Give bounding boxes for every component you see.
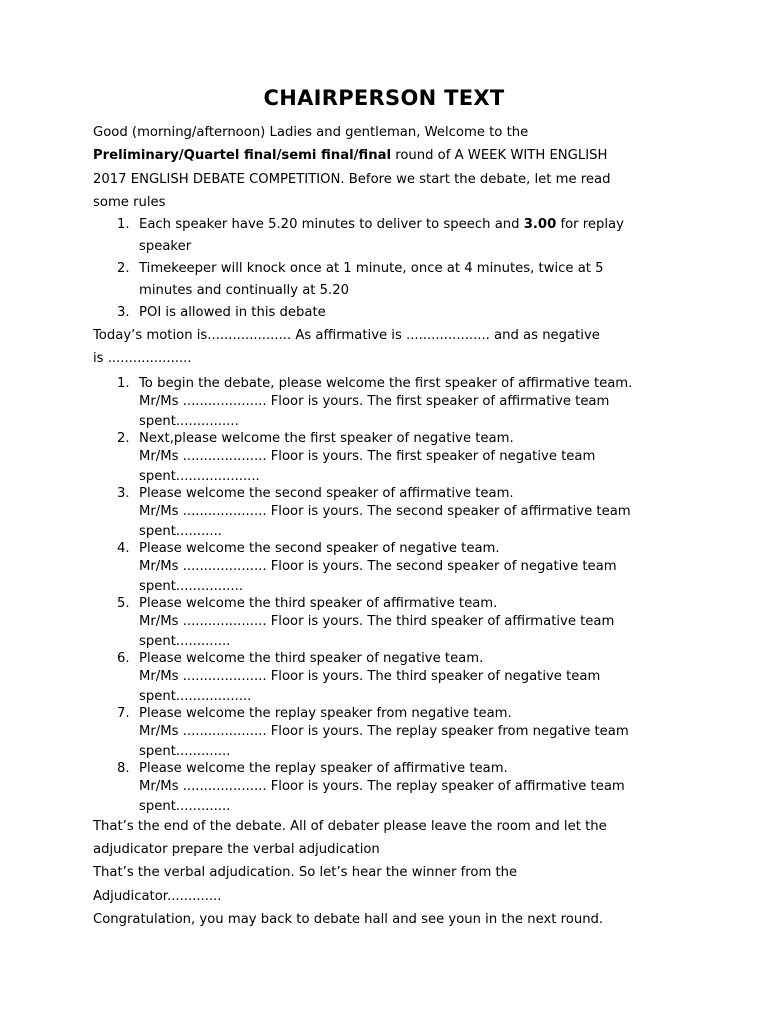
speaker-welcome: Please welcome the third speaker of negative team. bbox=[139, 650, 484, 666]
closing-line: Congratulation, you may back to debate hall and see youn in the next round. bbox=[93, 911, 604, 927]
document-body bbox=[93, 121, 693, 931]
speaker-spent: spent.................. bbox=[139, 688, 252, 704]
speaker-item bbox=[93, 650, 693, 705]
speaker-item bbox=[93, 760, 693, 815]
motion-paragraph bbox=[93, 324, 693, 371]
closing-line: That’s the verbal adjudication. So let’s hear the winner from the bbox=[93, 865, 518, 881]
speaker-welcome: Please welcome the second speaker of affirmative team. bbox=[139, 485, 514, 501]
document-title: CHAIRPERSON TEXT bbox=[263, 86, 505, 110]
speaker-number: 4. bbox=[117, 540, 130, 556]
motion-line-1: Today’s motion is.................... As affirmative is .................... and as negative bbox=[93, 328, 600, 344]
speaker-item bbox=[93, 540, 693, 595]
speaker-floor: Mr/Ms .................... Floor is yours. The first speaker of negative team bbox=[139, 448, 596, 464]
rule-number: 3. bbox=[117, 305, 130, 321]
intro-line-1: Good (morning/afternoon) Ladies and gentleman, Welcome to the bbox=[93, 125, 529, 140]
speaker-spent: spent........... bbox=[139, 523, 222, 539]
rule-continuation: speaker bbox=[139, 239, 192, 255]
intro-line-3: 2017 ENGLISH DEBATE COMPETITION. Before we start the debate, let me read bbox=[93, 171, 611, 187]
rule-number: 2. bbox=[117, 261, 130, 277]
speaker-number: 8. bbox=[117, 760, 130, 776]
intro-line-2: round of A WEEK WITH ENGLISH bbox=[391, 148, 608, 164]
speaker-floor: Mr/Ms .................... Floor is yours. The first speaker of affirmative team bbox=[139, 393, 610, 409]
closing-paragraph bbox=[93, 815, 693, 931]
rules-list bbox=[93, 214, 693, 324]
speaker-welcome: Next,please welcome the first speaker of negative team. bbox=[139, 430, 514, 446]
speaker-number: 3. bbox=[117, 485, 130, 501]
speaker-number: 6. bbox=[117, 650, 130, 666]
intro-paragraph bbox=[93, 121, 693, 214]
rule-bold-value: 3.00 bbox=[523, 217, 557, 233]
speaker-floor: Mr/Ms .................... Floor is yours. The third speaker of affirmative team bbox=[139, 613, 615, 629]
speaker-spent: spent............. bbox=[139, 633, 231, 649]
speaker-spent: spent................ bbox=[139, 578, 243, 594]
speaker-number: 2. bbox=[117, 430, 130, 446]
rule-item bbox=[93, 214, 693, 258]
speaker-spent: spent.................... bbox=[139, 468, 260, 484]
rule-text: Each speaker have 5.20 minutes to deliver to speech and bbox=[139, 217, 524, 233]
speaker-number: 1. bbox=[117, 375, 130, 391]
speaker-floor: Mr/Ms .................... Floor is yours. The replay speaker of affirmative team bbox=[139, 778, 625, 794]
speaker-item bbox=[93, 485, 693, 540]
speaker-item bbox=[93, 595, 693, 650]
speaker-welcome: Please welcome the third speaker of affirmative team. bbox=[139, 595, 498, 611]
speaker-spent: spent............. bbox=[139, 743, 231, 759]
speaker-welcome: Please welcome the second speaker of negative team. bbox=[139, 540, 500, 556]
speaker-item bbox=[93, 705, 693, 760]
speaker-list bbox=[93, 375, 693, 815]
closing-line: Adjudicator............. bbox=[93, 888, 222, 904]
rule-text-end: for replay bbox=[556, 217, 624, 233]
closing-line: adjudicator prepare the verbal adjudication bbox=[93, 842, 380, 858]
closing-line: That’s the end of the debate. All of debater please leave the room and let the bbox=[93, 818, 607, 834]
speaker-item bbox=[93, 375, 693, 430]
speaker-floor: Mr/Ms .................... Floor is yours. The second speaker of affirmative team bbox=[139, 503, 631, 519]
speaker-floor: Mr/Ms .................... Floor is yours. The replay speaker from negative team bbox=[139, 723, 629, 739]
rule-text: POI is allowed in this debate bbox=[139, 305, 326, 321]
speaker-floor: Mr/Ms .................... Floor is yours. The third speaker of negative team bbox=[139, 668, 601, 684]
speaker-floor: Mr/Ms .................... Floor is yours. The second speaker of negative team bbox=[139, 558, 617, 574]
speaker-welcome: Please welcome the replay speaker of affirmative team. bbox=[139, 760, 508, 776]
rule-item bbox=[93, 258, 693, 302]
intro-line-4: some rules bbox=[93, 194, 166, 210]
speaker-spent: spent............... bbox=[139, 413, 239, 429]
rule-text: Timekeeper will knock once at 1 minute, once at 4 minutes, twice at 5 bbox=[139, 261, 604, 277]
rule-item bbox=[93, 302, 693, 324]
rule-number: 1. bbox=[117, 217, 130, 233]
speaker-number: 5. bbox=[117, 595, 130, 611]
speaker-welcome: To begin the debate, please welcome the first speaker of affirmative team. bbox=[139, 375, 633, 391]
speaker-welcome: Please welcome the replay speaker from negative team. bbox=[139, 705, 512, 721]
round-names: Preliminary/Quartel final/semi final/final bbox=[93, 148, 392, 164]
speaker-spent: spent............. bbox=[139, 798, 231, 814]
speaker-number: 7. bbox=[117, 705, 130, 721]
rule-continuation: minutes and continually at 5.20 bbox=[139, 283, 350, 299]
speaker-item bbox=[93, 430, 693, 485]
motion-line-2: is .................... bbox=[93, 351, 192, 367]
